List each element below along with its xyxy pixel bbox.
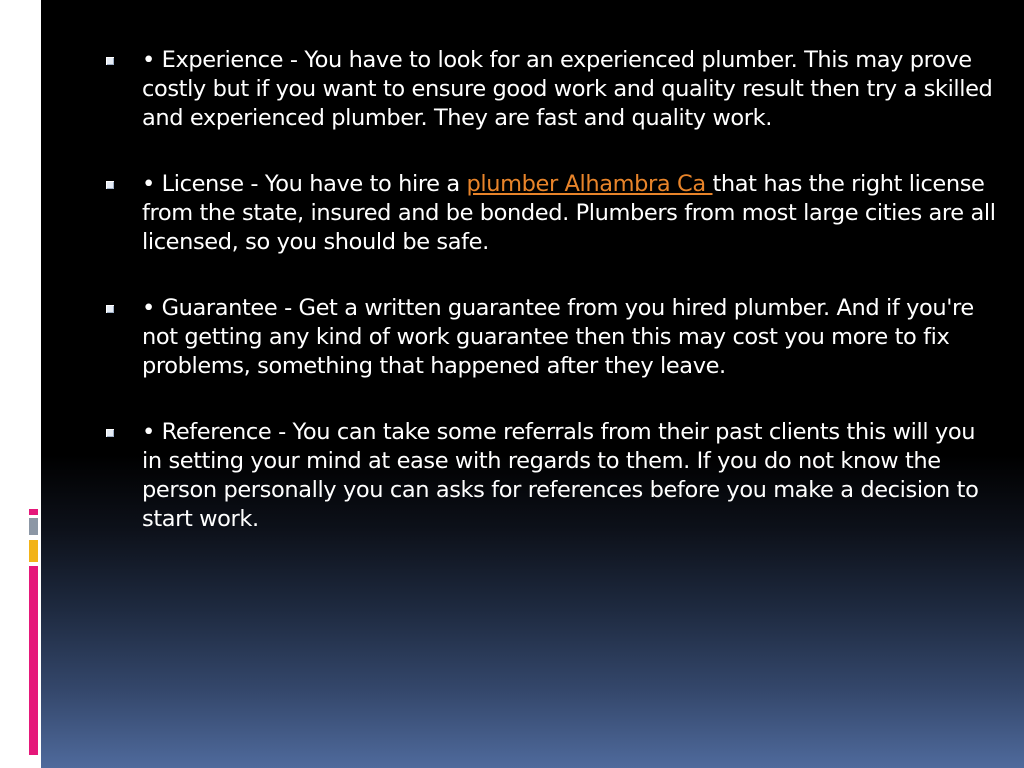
accent-bar-pink-long [29,566,38,755]
bullet-text-after-link: that has the right license from the state, insured and be bonded. Plumbers from most large cities are all licensed, so you should be safe. [142,171,996,255]
plumber-alhambra-link[interactable]: plumber Alhambra Ca [466,171,713,197]
square-bullet-icon [106,305,114,313]
bullet-text: • Guarantee - Get a written guarantee from you hired plumber. And if you're not getting any kind of work guarantee then this may cost you more to fix problems, something that happened after they leave. [142,295,974,379]
bullet-item-experience [100,46,1000,133]
bullet-item-guarantee [100,294,1000,381]
bullet-text: • Reference - You can take some referrals from their past clients this will you in setting your mind at ease with regards to them. If you do not know the person personally you can asks for references before you make a decision to start work. [142,419,979,532]
square-bullet-icon [106,181,114,189]
accent-bar-gray [29,518,38,535]
bullet-item-reference [100,418,1000,534]
bullet-item-license [100,170,1000,257]
square-bullet-icon [106,429,114,437]
accent-bar-yellow [29,540,38,562]
bullet-text: • Experience - You have to look for an experienced plumber. This may prove costly but if you want to ensure good work and quality result then try a skilled and experienced plumber. They are fast and quality work. [142,47,993,131]
bullet-text-before-link: • License - You have to hire a [142,171,467,197]
accent-bar-pink-top [29,509,38,515]
bullet-list [100,46,1000,571]
square-bullet-icon [106,57,114,65]
